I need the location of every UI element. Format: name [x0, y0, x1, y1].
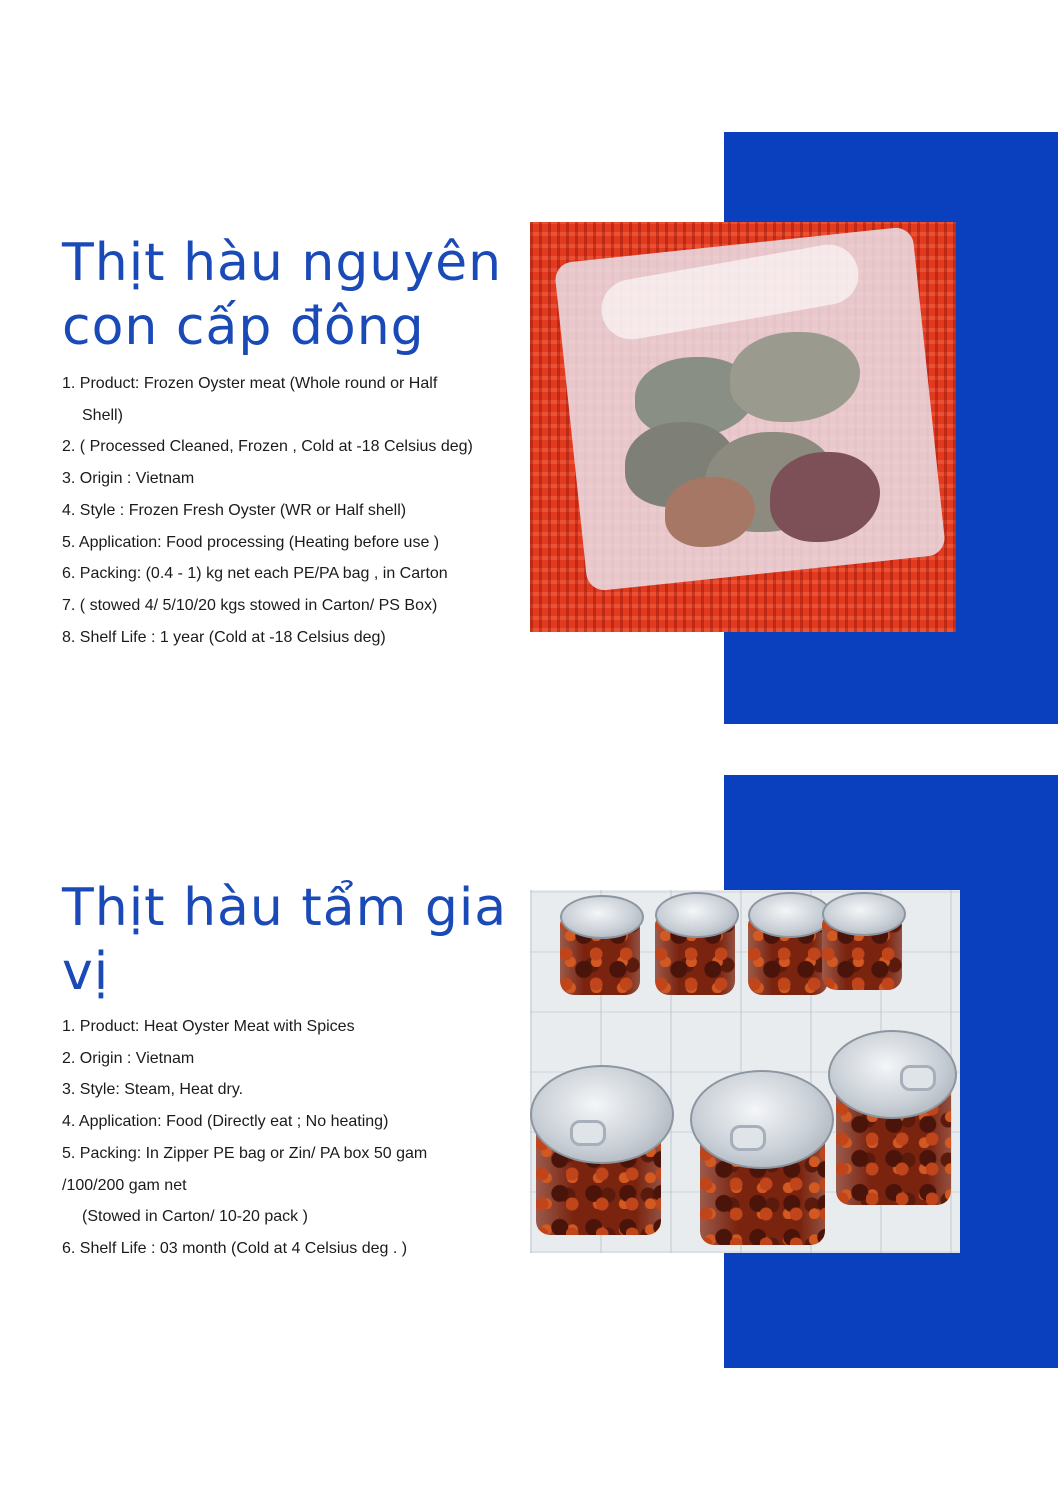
spec-line: /100/200 gam net [62, 1176, 187, 1194]
spec-line: 6. Packing: (0.4 - 1) kg net each PE/PA bag , in Carton [62, 565, 448, 583]
spec-line: 3. Origin : Vietnam [62, 470, 195, 488]
product-1-spec-list [62, 368, 473, 653]
spec-line: Shell) [82, 406, 123, 424]
spec-line: 2. ( Processed Cleaned, Frozen , Cold at -18 Celsius deg) [62, 438, 473, 456]
product-1-title: Thịt hàu nguyên con cấp đông [62, 233, 503, 357]
spec-line: 1. Product: Heat Oyster Meat with Spices [62, 1018, 355, 1035]
spec-line: 6. Shelf Life : 03 month (Cold at 4 Celsius deg . ) [62, 1239, 408, 1257]
spec-line: 8. Shelf Life : 1 year (Cold at -18 Celsius deg) [62, 628, 386, 646]
spec-line: 4. Application: Food (Directly eat ; No heating) [62, 1113, 389, 1131]
spec-line: 2. Origin : Vietnam [62, 1049, 195, 1067]
product-2-spec-list [62, 1011, 427, 1265]
spec-line: 5. Packing: In Zipper PE bag or Zin/ PA box 50 gam [62, 1144, 428, 1162]
spiced-oyster-jars-photo [530, 890, 960, 1253]
spec-line: 3. Style: Steam, Heat dry. [62, 1081, 244, 1099]
spec-line: 7. ( stowed 4/ 5/10/20 kgs stowed in Carton/ PS Box) [62, 596, 438, 614]
spec-line: 5. Application: Food processing (Heating before use ) [62, 533, 440, 551]
frozen-oyster-bag-photo [530, 222, 956, 632]
spec-line: (Stowed in Carton/ 10-20 pack ) [82, 1208, 308, 1226]
spec-line: 1. Product: Frozen Oyster meat (Whole round or Half [62, 375, 438, 392]
spec-line: 4. Style : Frozen Fresh Oyster (WR or Half shell) [62, 501, 407, 519]
product-2-title: Thịt hàu tẩm gia vị [62, 878, 508, 1002]
